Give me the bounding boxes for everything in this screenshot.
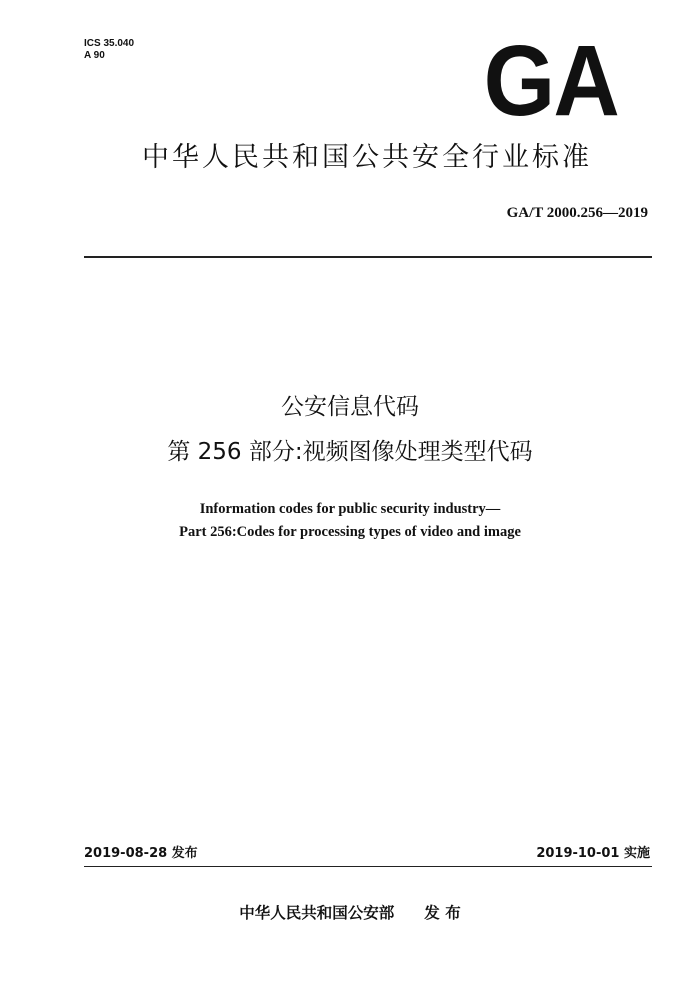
issuer-action: 发 布 <box>424 904 461 922</box>
ics-code: ICS 35.040 <box>84 38 135 49</box>
classification-codes <box>84 38 134 62</box>
footer-divider <box>84 866 652 867</box>
document-title-en-line1: Information codes for public security industry— <box>199 501 501 517</box>
issuer <box>0 902 700 924</box>
document-title-cn-line2: 第 256 部分:视频图像处理类型代码 <box>167 439 533 465</box>
standard-category-title: 中华人民共和国公共安全行业标准 <box>142 142 592 173</box>
document-title-en-line2: Part 256:Codes for processing types of video and image <box>179 524 521 540</box>
ga-logo: GA <box>483 25 618 137</box>
ccs-code: A 90 <box>84 50 105 61</box>
standard-number: GA/T 2000.256—2019 <box>506 205 648 221</box>
issuer-name: 中华人民共和国公安部 <box>239 904 395 922</box>
issue-date: 2019-08-28 发布 <box>84 846 198 861</box>
document-title-cn-line1: 公安信息代码 <box>281 394 419 420</box>
implementation-date: 2019-10-01 实施 <box>536 846 650 861</box>
header-divider <box>84 256 652 258</box>
